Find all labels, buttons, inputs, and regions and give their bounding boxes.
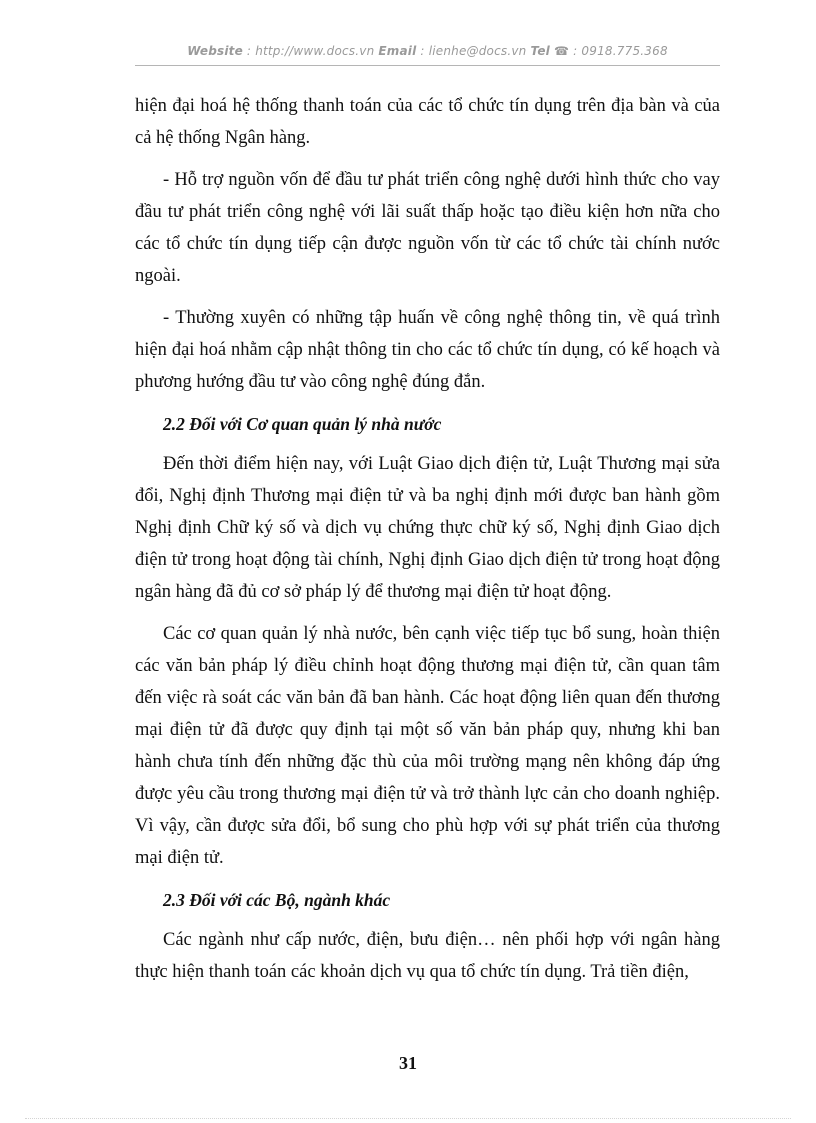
website-value: : http://www.docs.vn — [242, 44, 379, 58]
tel-value: ☎ : 0918.775.368 — [549, 44, 668, 58]
paragraph: Đến thời điểm hiện nay, với Luật Giao dịch điện tử, Luật Thương mại sửa đổi, Nghị định Thương mại điện tử và ba nghị định mới được ban hành gồm Nghị định Chữ ký số và dịch vụ chứng thực chữ ký số, Nghị định Giao dịch điện tử trong hoạt động tài chính, Nghị định Giao dịch điện tử trong hoạt động ngân hàng đã đủ cơ sở pháp lý để thương mại điện tử hoạt động. — [135, 454, 720, 602]
paragraph: Các ngành như cấp nước, điện, bưu điện… nên phối hợp với ngân hàng thực hiện thanh toán các khoản dịch vụ qua tổ chức tín dụng. Trả tiền điện, — [135, 930, 720, 982]
paragraph: Các cơ quan quản lý nhà nước, bên cạnh việc tiếp tục bổ sung, hoàn thiện các văn bản pháp lý điều chỉnh hoạt động thương mại điện tử, cần quan tâm đến việc rà soát các văn bản đã ban hành. Các hoạt động liên quan đến thương mại điện tử đã được quy định tại một số văn bản pháp quy, nhưng khi ban hành chưa tính đến những đặc thù của môi trường mạng nên không đáp ứng được yêu cầu trong thương mại điện tử và trở thành lực cản cho doanh nghiệp. Vì vậy, cần được sửa đổi, bổ sung cho phù hợp với sự phát triển của thương mại điện tử. — [135, 624, 720, 868]
tel-label: Tel — [530, 44, 550, 58]
section-heading: 2.3 Đối với các Bộ, ngành khác — [163, 890, 391, 910]
section-heading: 2.2 Đối với Cơ quan quản lý nhà nước — [163, 414, 442, 434]
footer-divider — [25, 1118, 791, 1119]
header-divider — [135, 65, 720, 66]
email-label: Email — [378, 44, 417, 58]
paragraph: - Hỗ trợ nguồn vốn để đầu tư phát triển công nghệ dưới hình thức cho vay đầu tư phát triển công nghệ với lãi suất thấp hoặc tạo điều kiện hơn nữa cho các tổ chức tín dụng tiếp cận được nguồn vốn từ các tổ chức tài chính nước ngoài. — [135, 170, 720, 286]
paragraph: - Thường xuyên có những tập huấn về công nghệ thông tin, về quá trình hiện đại hoá nhằm cập nhật thông tin cho các tổ chức tín dụng, có kế hoạch và phương hướng đầu tư vào công nghệ đúng đắn. — [135, 308, 720, 392]
paragraph: hiện đại hoá hệ thống thanh toán của các tổ chức tín dụng trên địa bàn và của cả hệ thống Ngân hàng. — [135, 96, 720, 148]
page-header — [135, 44, 720, 58]
email-value: : lienhe@docs.vn — [416, 44, 531, 58]
document-body — [135, 90, 720, 998]
page-number: 31 — [399, 1053, 417, 1073]
website-label: Website — [187, 44, 243, 58]
